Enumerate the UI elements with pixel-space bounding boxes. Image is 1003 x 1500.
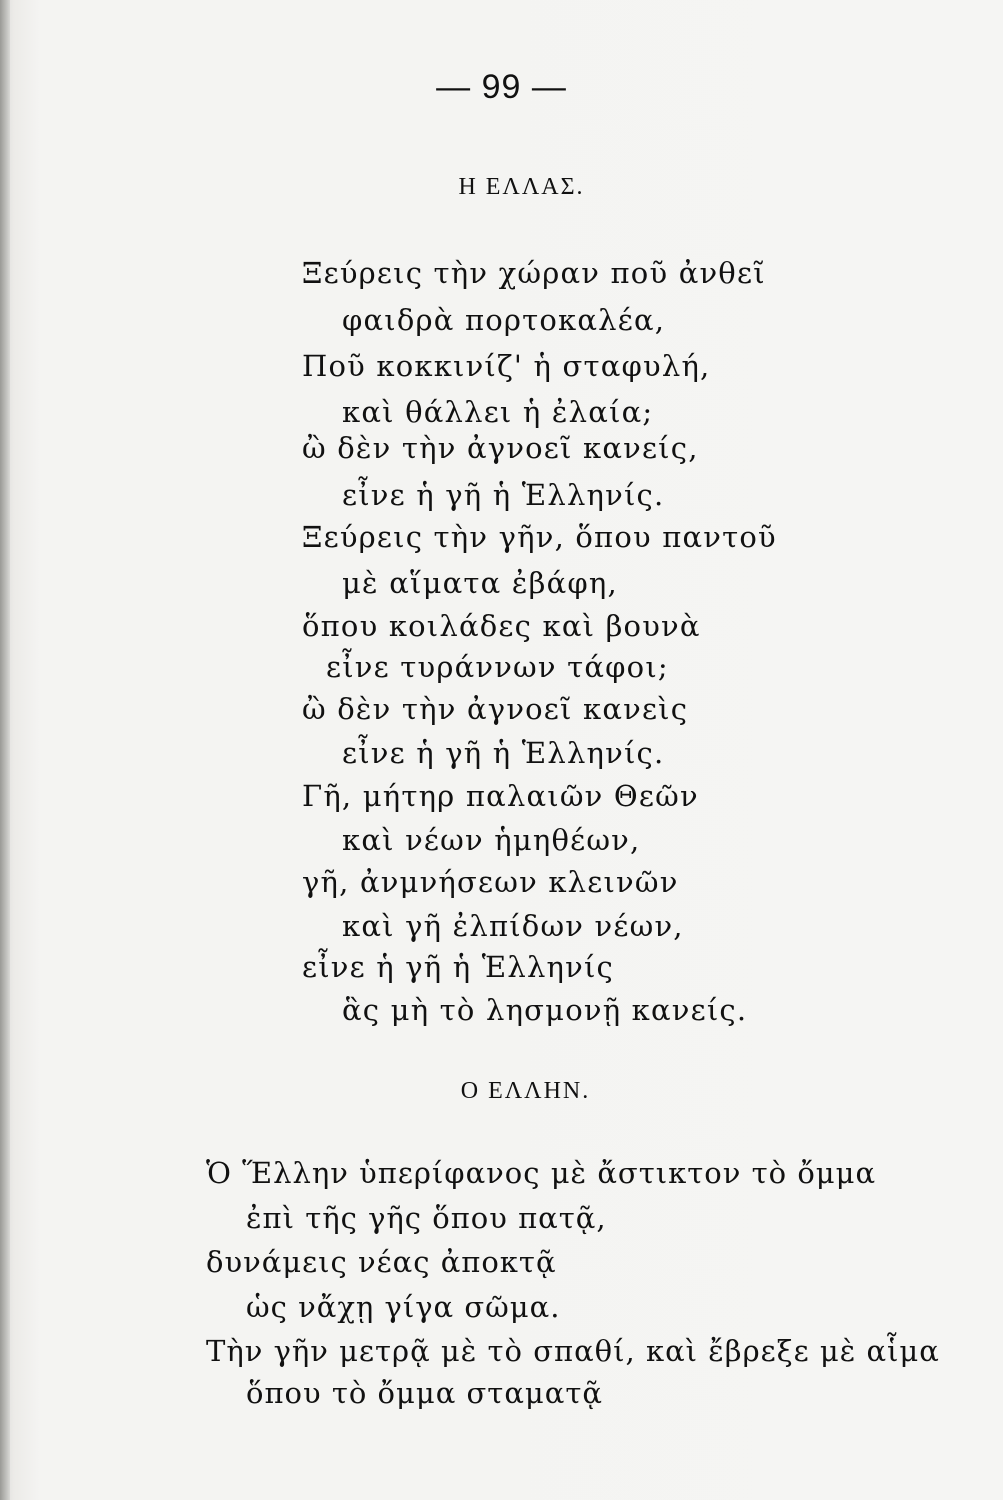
poem-line: ὡς νἄχῃ γίγα σῶμα. [246, 1290, 561, 1324]
poem-line: Γῆ, μήτηρ παλαιῶν Θεῶν [302, 779, 699, 813]
poem-line: καὶ γῆ ἐλπίδων νέων, [342, 909, 684, 943]
poem-line: εἶνε τυράννων τάφοι; [326, 650, 669, 684]
poem-line: ὅπου κοιλάδες καὶ βουνὰ [302, 609, 701, 643]
poem-line: φαιδρὰ πορτοκαλέα, [342, 303, 666, 337]
poem-line: Ὁ Ἕλλην ὑπερίφανος μὲ ἄστικτον τὸ ὄμμα [206, 1156, 877, 1190]
poem-line: γῆ, ἀνμνήσεων κλεινῶν [302, 865, 679, 899]
poem-line: εἶνε ἡ γῆ ἡ Ἑλληνίς. [342, 736, 665, 770]
poem-line: Ποῦ κοκκινίζ' ἡ σταφυλή, [302, 349, 711, 383]
poem-line: καὶ νέων ἡμηθέων, [342, 823, 641, 857]
poem-line: ὢ δὲν τὴν ἀγνοεῖ κανείς, [302, 431, 699, 465]
poem-line: Ξεύρεις τὴν χώραν ποῦ ἀνθεῖ [302, 256, 766, 290]
poem-line: ἐπὶ τῆς γῆς ὅπου πατᾷ, [246, 1201, 607, 1235]
poem-line: Τὴν γῆν μετρᾷ μὲ τὸ σπαθί, καὶ ἔβρεξε μὲ αἷμα [206, 1334, 940, 1368]
poem-line: καὶ θάλλει ἡ ἐλαία; [342, 395, 654, 429]
poem-line: εἶνε ἡ γῆ ἡ Ἑλληνίς. [342, 478, 665, 512]
poem-title-ellas: Η ΕΛΛΑΣ. [458, 174, 585, 200]
page-number: — 99 — [436, 68, 567, 106]
poem-line: ὢ δὲν τὴν ἀγνοεῖ κανεὶς [302, 692, 689, 726]
poem-line: μὲ αἵματα ἐβάφη, [342, 566, 618, 600]
poem-title-ellin: Ο ΕΛΛΗΝ. [460, 1078, 591, 1104]
poem-line: ὅπου τὸ ὄμμα σταματᾷ [246, 1376, 603, 1410]
poem-line: δυνάμεις νέας ἀποκτᾷ [206, 1245, 557, 1279]
poem-line: Ξεύρεις τὴν γῆν, ὅπου παντοῦ [302, 520, 777, 554]
poem-line: εἶνε ἡ γῆ ἡ Ἑλληνίς [302, 950, 614, 984]
poem-line: ἃς μὴ τὸ λησμονῇ κανείς. [342, 993, 748, 1027]
page-gutter [0, 0, 10, 1500]
